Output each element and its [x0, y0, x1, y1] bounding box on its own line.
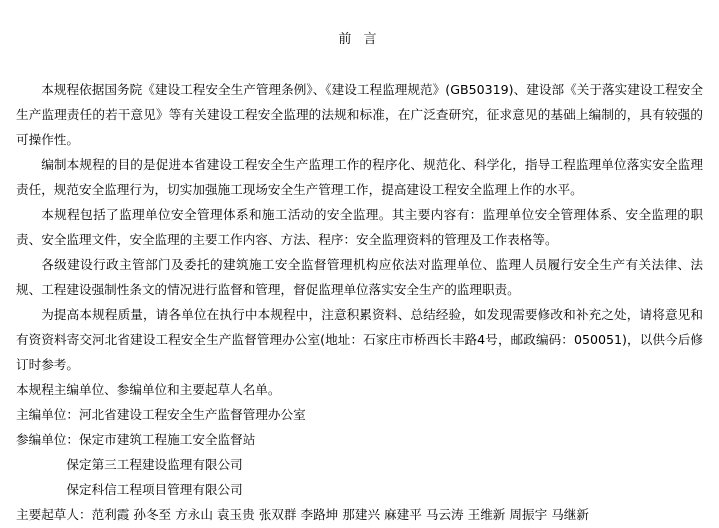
paragraph-3: 本规程包括了监理单位安全管理体系和施工活动的安全监理。其主要内容有：监理单位安全管理体系、安全监理的职责、安全监理文件，安全监理的主要工作内容、方法、程序：安全监理资料的管理及工作表格等。: [16, 207, 703, 247]
paragraph-10-participating-unit-item: 保定科信工程项目管理有限公司: [66, 482, 243, 497]
document-body: [16, 77, 703, 527]
paragraph-2: 编制本规程的目的是促进本省建设工程安全生产监理工作的程序化、规范化、科学化，指导工程监理单位落实安全监理责任，规范安全监理行为，切实加强施工现场安全生产管理工作，提高建设工程安全监理上作的水平。: [16, 157, 703, 197]
paragraph-4: 各级建设行政主管部门及委托的建筑施工安全监督管理机构应依法对监理单位、监理人员履行安全生产有关法律、法规、工程建设强制性条文的情况进行监督和管理，督促监理单位落实安全生产的监理职责。: [16, 257, 703, 297]
document-page: [0, 28, 719, 528]
paragraph-9-participating-unit-item: 保定第三工程建设监理有限公司: [66, 457, 243, 472]
page-title: 前 言: [338, 32, 381, 47]
paragraph-8-participating-unit: 参编单位：保定市建筑工程施工安全监督站: [16, 432, 256, 447]
paragraph-1: 本规程依据国务院《建设工程安全生产管理条例》、《建设工程监理规范》(GB50319)、建设部《关于落实建设工程安全生产监理责任的若干意见》等有关建设工程安全监理的法规和标准，在广泛查研究，征求意见的基础上编制的，具有较强的可操作性。: [16, 82, 703, 147]
paragraph-11-authors: 主要起草人：范利霞 孙冬至 方永山 袁玉贵 张双群 李路坤 那建兴 麻建平 马云涛 王维新 周振宇 马继新: [16, 507, 589, 522]
paragraph-6: 本规程主编单位、参编单位和主要起草人名单。: [16, 382, 281, 397]
paragraph-7-chief-editor-unit: 主编单位：河北省建设工程安全生产监督管理办公室: [16, 407, 306, 422]
paragraph-5: 为提高本规程质量，请各单位在执行中本规程中，注意积累资料、总结经验，如发现需要修改和补充之处，请将意见和有资资料寄交河北省建设工程安全生产监督管理办公室(地址：石家庄市桥西长丰路4号，邮政编码：050051)，以供今后修订时参考。: [16, 307, 703, 372]
